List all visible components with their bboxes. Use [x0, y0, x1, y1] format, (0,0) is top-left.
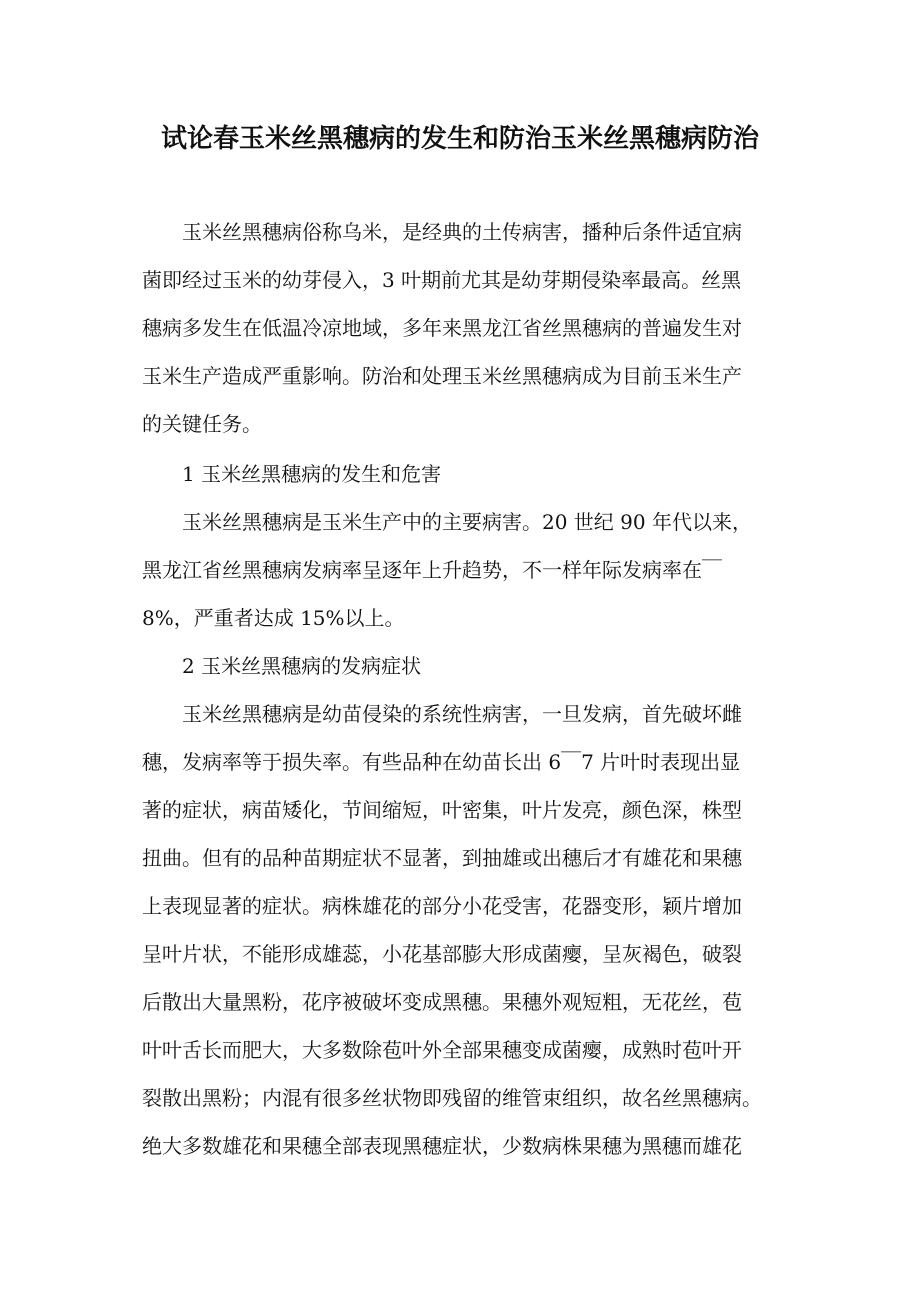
body-line-14: 呈叶片状，不能形成雄蕊，小花基部膨大形成菌瘿，呈灰褐色，破裂: [142, 942, 742, 966]
body-line-6: 玉米丝黑穗病是玉米生产中的主要病害。20 世纪 90 年代以来，: [142, 510, 752, 534]
body-line-9: 玉米丝黑穗病是幼苗侵染的系统性病害，一旦发病，首先破坏雌: [142, 702, 742, 726]
body-line-5: 的关键任务。: [142, 412, 262, 436]
body-line-7: 黑龙江省丝黑穗病发病率呈逐年上升趋势，不一样年际发病率在￣: [142, 558, 722, 582]
section-heading-2: 2 玉米丝黑穗病的发病症状: [142, 654, 422, 678]
body-line-11: 著的症状，病苗矮化，节间缩短，叶密集，叶片发亮，颜色深，株型: [142, 798, 742, 822]
section-heading-1: 1 玉米丝黑穗病的发生和危害: [142, 462, 442, 486]
body-line-18: 绝大多数雄花和果穗全部表现黑穗症状，少数病株果穗为黑穗而雄花: [142, 1134, 742, 1158]
body-line-10: 穗，发病率等于损失率。有些品种在幼苗长出 6￣7 片叶时表现出显: [142, 750, 741, 774]
body-line-4: 玉米生产造成严重影响。防治和处理玉米丝黑穗病成为目前玉米生产: [142, 364, 742, 388]
body-line-17: 裂散出黑粉；内混有很多丝状物即残留的维管束组织，故名丝黑穗病。: [142, 1086, 762, 1110]
page-title: 试论春玉米丝黑穗病的发生和防治玉米丝黑穗病防治: [160, 124, 759, 154]
body-line-8: 8%，严重者达成 15%以上。: [142, 606, 405, 630]
body-line-12: 扭曲。但有的品种苗期症状不显著，到抽雄或出穗后才有雄花和果穗: [142, 846, 742, 870]
body-line-13: 上表现显著的症状。病株雄花的部分小花受害，花器变形，颖片增加: [142, 894, 742, 918]
body-line-15: 后散出大量黑粉，花序被破坏变成黑穗。果穗外观短粗，无花丝，苞: [142, 990, 742, 1014]
body-line-1: 玉米丝黑穗病俗称乌米，是经典的土传病害，播种后条件适宜病: [142, 220, 742, 244]
body-line-2: 菌即经过玉米的幼芽侵入，3 叶期前尤其是幼芽期侵染率最高。丝黑: [142, 268, 742, 292]
body-line-16: 叶叶舌长而肥大，大多数除苞叶外全部果穗变成菌瘿，成熟时苞叶开: [142, 1038, 742, 1062]
body-line-3: 穗病多发生在低温冷凉地域，多年来黑龙江省丝黑穗病的普遍发生对: [142, 316, 742, 340]
